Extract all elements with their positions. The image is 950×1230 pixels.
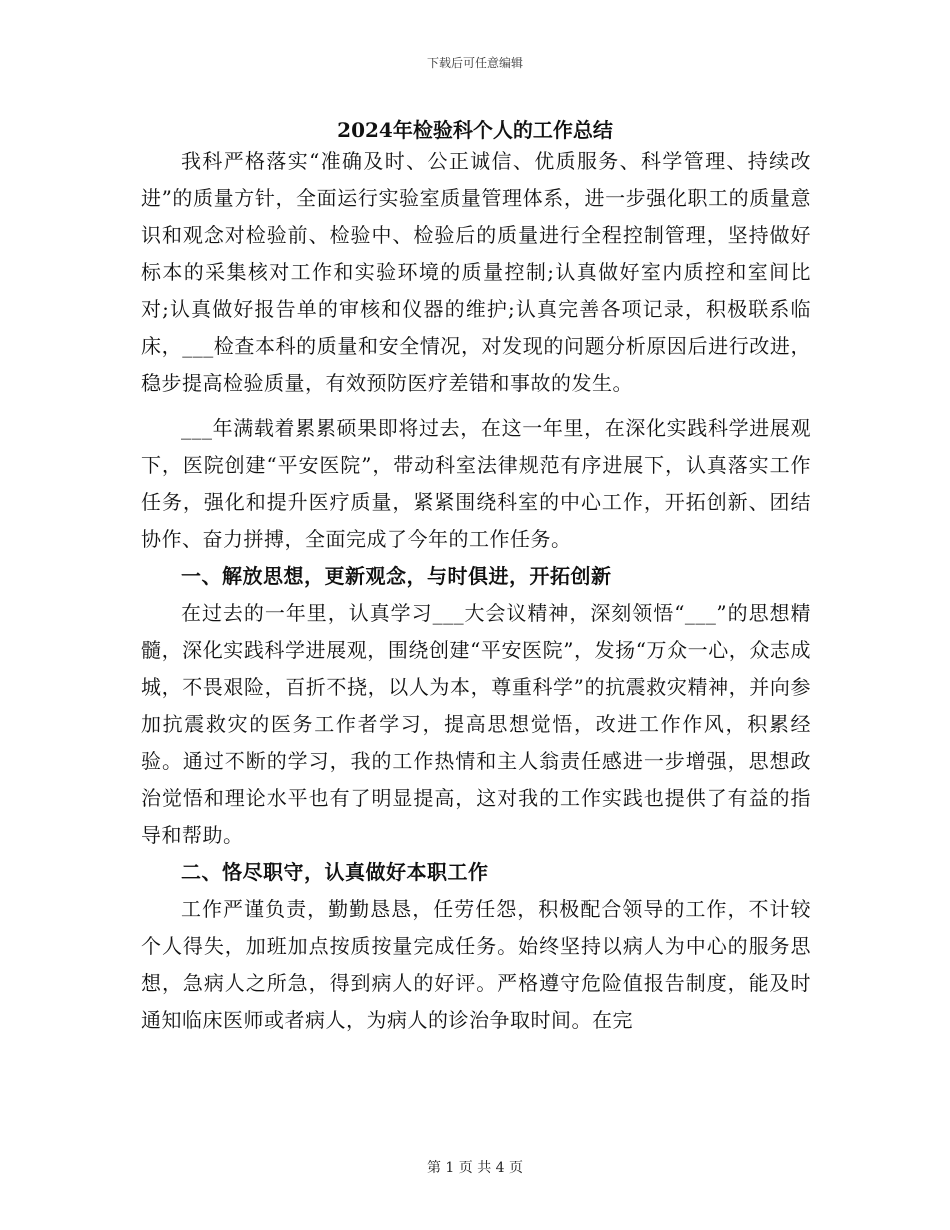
page-footer: 第 1 页 共 4 页 xyxy=(426,1160,524,1176)
section-2-heading: 二、恪尽职守，认真做好本职工作 xyxy=(181,860,489,884)
document-body xyxy=(141,143,811,1039)
section-1-heading: 一、解放思想，更新观念，与时俱进，开拓创新 xyxy=(181,564,612,588)
section-2-body: 工作严谨负责，勤勤恳恳，任劳任怨，积极配合领导的工作，不计较个人得失，加班加点按质按量完成任务。始终坚持以病人为中心的服务思想，急病人之所急，得到病人的好评。严格遵守危险值报告制度，能及时通知临床医师或者病人，为病人的诊治争取时间。在完 xyxy=(141,897,811,1032)
summary-paragraph: ___年满载着累累硕果即将过去，在这一年里，在深化实践科学进展观下，医院创建“平安医院”，带动科室法律规范有序进展下，认真落实工作任务，强化和提升医疗质量，紧紧围绕科室的中心工作，开拓创新、团结协作、奋力拼搏，全面完成了今年的工作任务。 xyxy=(141,416,811,551)
section-1-body: 在过去的一年里，认真学习___大会议精神，深刻领悟“___”的思想精髓，深化实践科学进展观，围绕创建“平安医院”，发扬“万众一心，众志成城，不畏艰险，百折不挠，以人为本，尊重科学”的抗震救灾精神，并向参加抗震救灾的医务工作者学习，提高思想觉悟，改进工作作风，积累经验。通过不断的学习，我的工作热情和主人翁责任感进一步增强，思想政治觉悟和理论水平也有了明显提高，这对我的工作实践也提供了有益的指导和帮助。 xyxy=(141,601,811,847)
intro-paragraph: 我科严格落实“准确及时、公正诚信、优质服务、科学管理、持续改进”的质量方针，全面运行实验室质量管理体系，进一步强化职工的质量意识和观念对检验前、检验中、检验后的质量进行全程控制管理，坚持做好标本的采集核对工作和实验环境的质量控制;认真做好室内质控和室间比对;认真做好报告单的审核和仪器的维护;认真完善各项记录，积极联系临床，___检查本科的质量和安全情况，对发现的问题分析原因后进行改进，稳步提高检验质量，有效预防医疗差错和事故的发生。 xyxy=(141,149,811,395)
page-header-note: 下载后可任意编辑 xyxy=(426,56,523,70)
document-title: 2024年检验科个人的工作总结 xyxy=(337,118,613,142)
